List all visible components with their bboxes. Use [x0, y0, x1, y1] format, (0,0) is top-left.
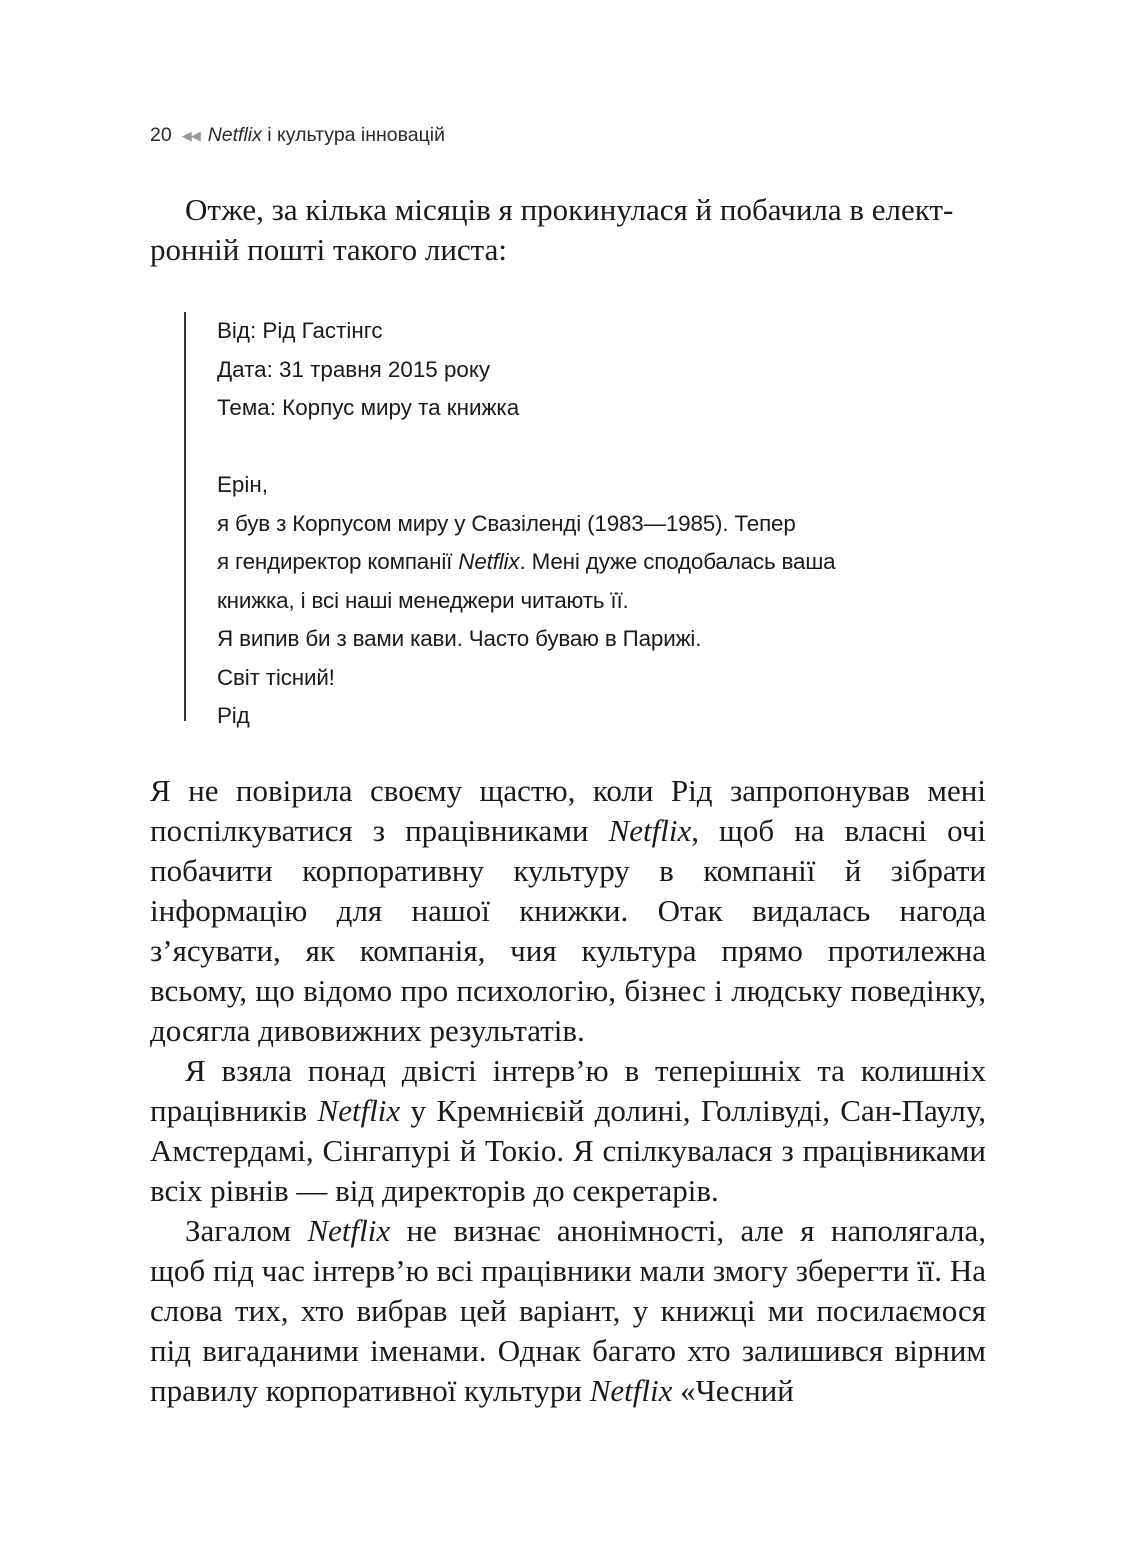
p3-text-b: не визнає анонімності, але я наполягала, щоб під час інтерв’ю всі працівники мали змогу зберегти її. На слова тих, хто вибрав цей варіант, у книжці ми посилаємося під вигаданими іменами. Однак багато хто залишився вірним правилу корпоративної культури: [150, 1213, 986, 1408]
email-line-1: я був з Корпусом миру у Свазіленді (1983—1985). Тепер: [217, 510, 796, 536]
page-number: 20: [150, 124, 172, 146]
email-line-3: книжка, і всі наші менеджери читають її.: [217, 587, 629, 613]
email-subject: Тема: Корпус миру та книжка: [217, 395, 520, 420]
p2-text-b: у Кремнієвій долині, Голлівуді, Сан-Паулу, Амстердамі, Сінгапурі й Токіо. Я спілкувалася з працівниками всіх рівнів — від директорів до секретарів.: [150, 1093, 986, 1208]
paragraph-3: [150, 1211, 986, 1411]
email-greeting: Ерін,: [217, 472, 268, 497]
p1-text-a: Я не повірила своєму щастю, коли Рід запропонував мені поспілкуватися з працівниками: [150, 773, 986, 848]
intro-paragraph: [150, 190, 986, 270]
p2-brand: Netflix: [317, 1093, 401, 1128]
p3-text-c: «Чесний: [672, 1373, 794, 1408]
email-line-2: [217, 543, 835, 582]
email-line-4: Я випив би з вами кави. Часто буваю в Парижі.: [217, 626, 702, 651]
running-header: [150, 124, 445, 147]
email-brand: Netflix: [458, 549, 520, 574]
body-text: [150, 771, 986, 1411]
p2-text-a: Я взяла понад двісті інтерв’ю в теперішніх та колишніх працівників: [150, 1053, 986, 1128]
intro-line-2: ронній пошті такого листа:: [150, 232, 507, 267]
email-signature: Рід: [217, 703, 250, 728]
email-from: Від: Рід Гастінгс: [217, 318, 383, 343]
double-arrow-left-icon: ◀◀: [181, 127, 200, 143]
p3-text-a: Загалом: [185, 1213, 308, 1248]
p3-brand: Netflix: [307, 1213, 391, 1248]
email-line-2-end: . Мені дуже сподобалась ваша: [519, 549, 836, 574]
intro-line-1: Отже, за кілька місяців я прокинулася й побачила в елект-: [185, 192, 954, 227]
paragraph-2: [150, 1051, 986, 1211]
paragraph-1: [150, 771, 986, 1051]
p1-text-b: , щоб на власні очі побачити корпоративну культуру в компанії й зібрати інформацію для нашої книжки. Отак видалась нагода з’ясувати, як компанія, чия культура прямо протилежна всьому, що відомо про психологію, бізнес і людську поведінку, досягла дивовижних результатів.: [150, 813, 986, 1048]
book-title-brand: Netflix: [207, 124, 262, 146]
email-date: Дата: 31 травня 2015 року: [217, 356, 491, 382]
email-line-2-start: я гендиректор компанії: [217, 549, 459, 574]
p1-brand: Netflix: [608, 813, 692, 848]
book-title-rest: і культура інновацій: [261, 124, 446, 146]
email-quote: [184, 312, 836, 728]
email-spacer: [217, 428, 835, 467]
p3-brand-2: Netflix: [589, 1373, 673, 1408]
email-line-5: Світ тісний!: [217, 664, 335, 690]
